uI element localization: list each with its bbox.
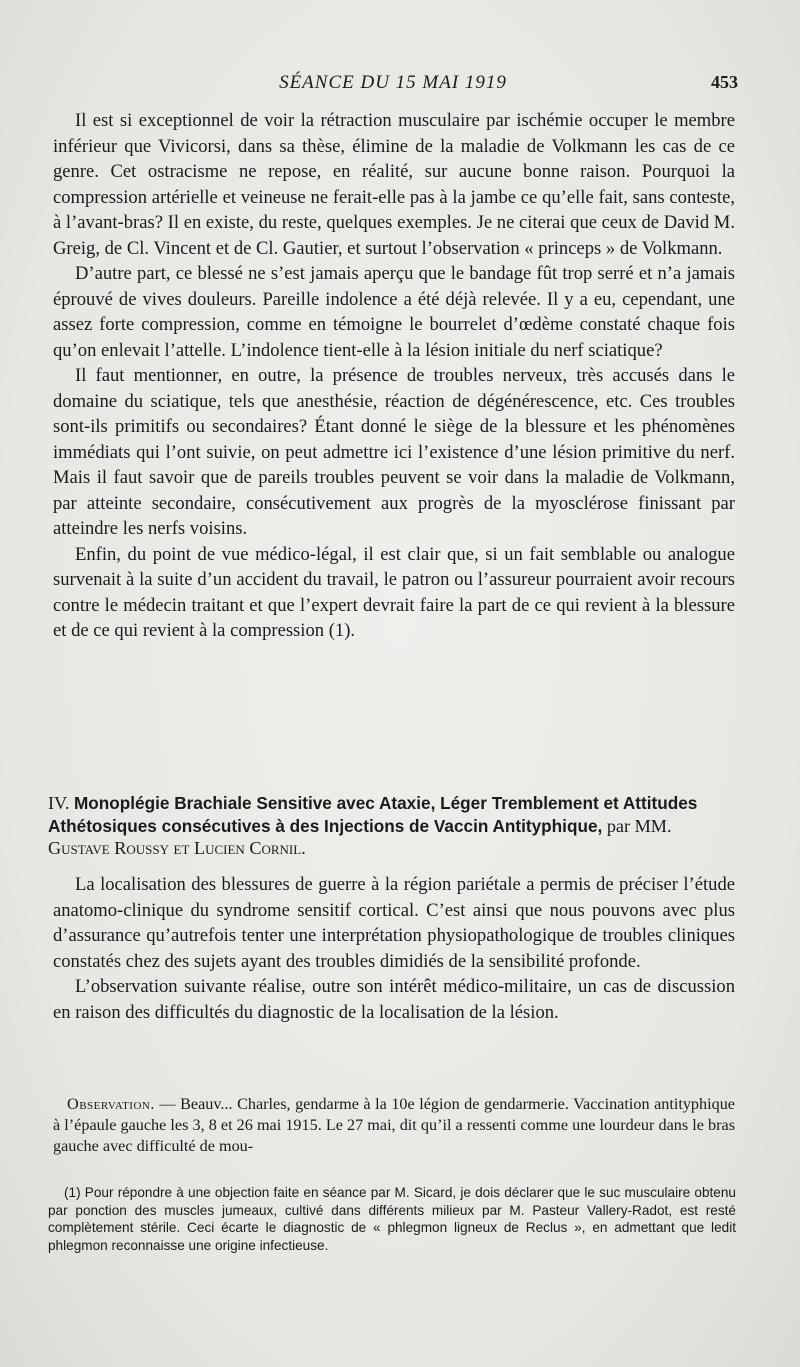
page-number: 453 <box>711 72 738 92</box>
section-number: IV. <box>48 793 70 813</box>
paragraph: La localisation des blessures de guerre à la région pariétale a permis de préciser l’étude anatomo-clinique du syndrome sensitif cortical. C’est ainsi que nous pouvons avec plus d’assurance qu’autrefois tenter une interprétation physiopathologique de troubles cliniques constatés chez des sujets ayant des troubles dimidiés de la sensibilité profonde. <box>53 874 735 972</box>
section-body <box>53 872 735 1025</box>
section-title: Monoplégie Brachiale Sensitive avec Ataxie, Léger Tremblement et Attitudes Athétosiques consécutives à des Injections de Vaccin Antityphique, <box>48 793 698 836</box>
paragraph: D’autre part, ce blessé ne s’est jamais aperçu que le bandage fût trop serré et n’a jamais éprouvé de vives douleurs. Pareille indolence a été déjà relevée. Il y a eu, cependant, une assez forte compression, comme en témoigne le bourrelet d’œdème constaté chaque fois qu’on enlevait l’attelle. L’indolence tient-elle à la lésion initiale du nerf sciatique? <box>53 263 735 361</box>
observation-text: — Beauv... Charles, gendarme à la 10e légion de gendarmerie. Vaccination antityphique à l’épaule gauche les 3, 8 et 26 mai 1915. Le 27 mai, dit qu’il a ressenti comme une lourdeur dans le bras gauche avec difficulté de mou- <box>53 1095 735 1155</box>
running-header <box>48 72 738 96</box>
observation <box>53 1094 735 1157</box>
paragraph: Enfin, du point de vue médico-légal, il est clair que, si un fait semblable ou analogue survenait à la suite d’un accident du travail, le patron ou l’assureur pourraient avoir recours contre le médecin traitant et que l’expert devrait faire la part de ce qui revient à la blessure et de ce qui revient à la compression (1). <box>53 543 735 641</box>
header-title: SÉANCE DU 15 MAI 1919 <box>279 72 507 93</box>
paragraph: Il faut mentionner, en outre, la présence de troubles nerveux, très accusés dans le domaine du sciatique, tels que anesthésie, réaction de dégénérescence, etc. Ces troubles sont-ils primitifs ou secondaires? Étant donné le siège de la blessure et les phénomènes immédiats qui l’ont suivie, on peut admettre ici l’existence d’une lésion primitive du nerf. Mais il faut savoir que de pareils troubles peuvent se voir dans la maladie de Volkmann, par atteinte secondaire, consécutivement aux progrès de la myosclérose finissant par atteindre les nerfs voisins. <box>53 365 735 539</box>
section-authors: Gustave Roussy et Lucien Cornil. <box>48 838 306 858</box>
section-heading <box>48 792 736 860</box>
observation-paragraph <box>53 1094 735 1157</box>
footnote <box>48 1184 736 1254</box>
section-by: par MM. <box>606 815 672 836</box>
paragraph: Il est si exceptionnel de voir la rétraction musculaire par ischémie occuper le membre inférieur que Vivicorsi, dans sa thèse, élimine de la maladie de Volkmann les cas de ce genre. Cet ostracisme ne repose, en réalité, sur aucune bonne raison. Pourquoi la compression artérielle et veineuse ne ferait-elle pas à la jambe ce qu’elle fait, sans conteste, à l’avant-bras? Il en existe, du reste, quelques exemples. Je ne citerai que ceux de David M. Greig, de Cl. Vincent et de Cl. Gautier, et surtout l’observation « princeps » de Volkmann. <box>53 110 735 259</box>
observation-label: Observation. <box>67 1095 155 1113</box>
article-body <box>53 108 735 644</box>
footnote-text: (1) Pour répondre à une objection faite en séance par M. Sicard, je dois déclarer que le suc musculaire obtenu par ponction des muscles jumeaux, cultivé dans différents milieux par M. Pasteur Vallery-Radot, est resté complètement stérile. Ceci écarte le diagnostic de « phlegmon ligneux de Reclus », en admettant que ledit phlegmon reconnaisse une origine infectieuse. <box>48 1185 736 1253</box>
paragraph: L’observation suivante réalise, outre son intérêt médico-militaire, un cas de discussion en raison des difficultés du diagnostic de la localisation de la lésion. <box>53 976 735 1023</box>
